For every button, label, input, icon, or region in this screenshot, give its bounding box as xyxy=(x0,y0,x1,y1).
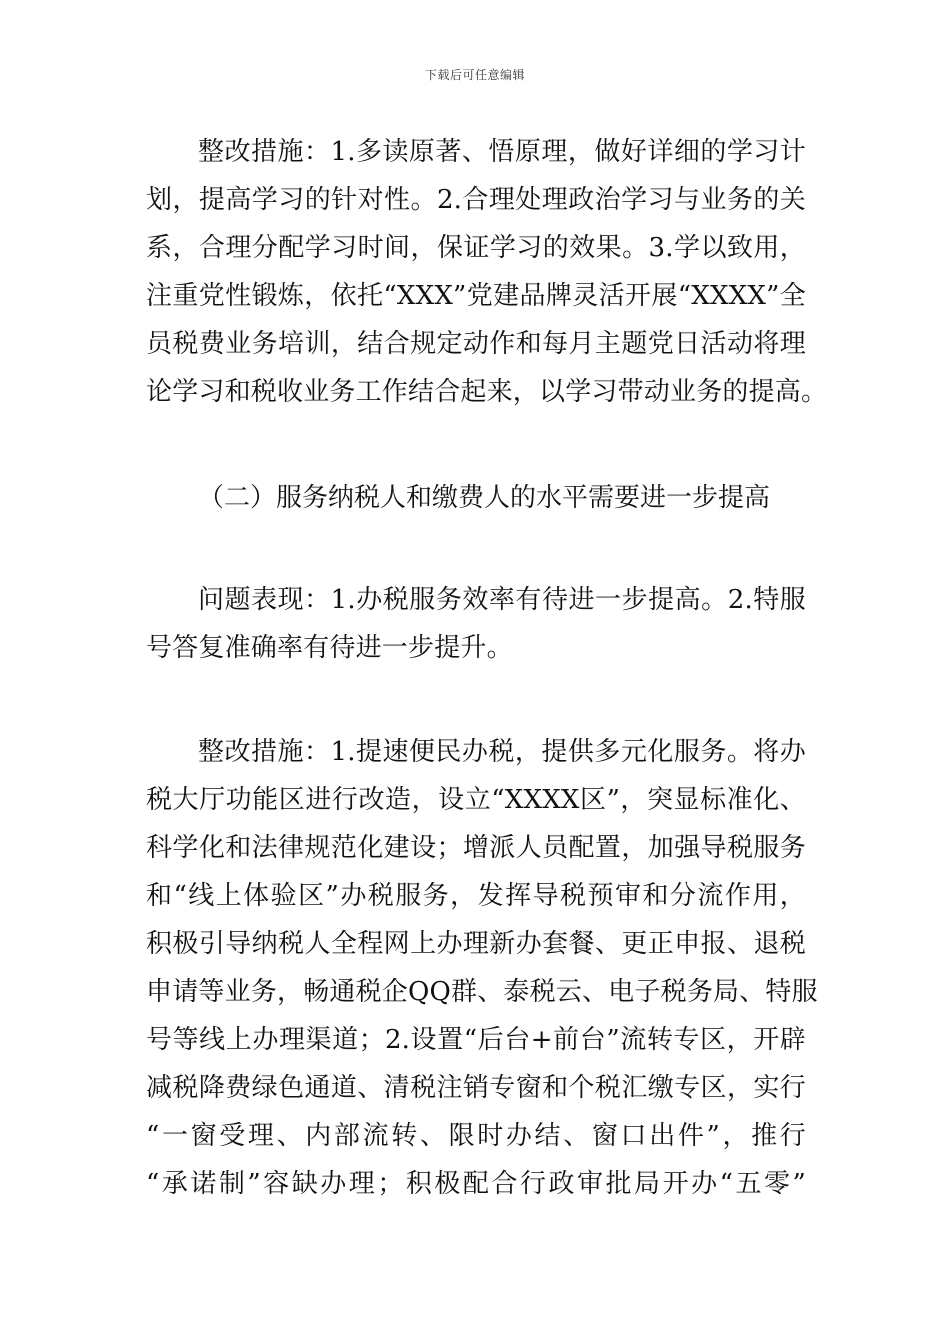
paragraph-1-line-6: 论学习和税收业务工作结合起来，以学习带动业务的提高。 xyxy=(146,377,828,407)
paragraph-3-line-6: 申请等业务，畅通税企QQ群、泰税云、电子税务局、特服 xyxy=(146,977,818,1007)
paragraph-1-line-4: 注重党性锻炼，依托“XXX”党建品牌灵活开展“XXXX”全 xyxy=(146,281,806,311)
paragraph-2-line-2: 号答复准确率有待进一步提升。 xyxy=(146,633,513,663)
paragraph-3-line-5: 积极引导纳税人全程网上办理新办套餐、更正申报、退税 xyxy=(146,929,806,959)
page-header: 下载后可任意编辑 xyxy=(424,68,525,82)
paragraph-3-line-4: 和“线上体验区”办税服务，发挥导税预审和分流作用， xyxy=(146,881,806,911)
paragraph-3-line-2: 税大厅功能区进行改造，设立“XXXX区”，突显标准化、 xyxy=(146,785,806,815)
paragraph-3-line-8: 减税降费绿色通道、清税注销专窗和个税汇缴专区，实行 xyxy=(146,1073,806,1103)
paragraph-3-line-10: “承诺制”容缺办理；积极配合行政审批局开办“五零” xyxy=(146,1169,806,1199)
paragraph-1-line-2: 划，提高学习的针对性。2.合理处理政治学习与业务的关 xyxy=(146,185,806,215)
paragraph-3-line-1: 整改措施：1.提速便民办税，提供多元化服务。将办 xyxy=(198,737,806,767)
paragraph-2-line-1: 问题表现：1.办税服务效率有待进一步提高。2.特服 xyxy=(198,585,806,615)
paragraph-1-line-1: 整改措施：1.多读原著、悟原理，做好详细的学习计 xyxy=(198,137,806,167)
section-heading: （二）服务纳税人和缴费人的水平需要进一步提高 xyxy=(198,483,771,513)
paragraph-3-line-9: “一窗受理、内部流转、限时办结、窗口出件”，推行 xyxy=(146,1121,806,1151)
paragraph-1-line-3: 系，合理分配学习时间，保证学习的效果。3.学以致用， xyxy=(146,233,806,263)
paragraph-3-line-3: 科学化和法律规范化建设；增派人员配置，加强导税服务 xyxy=(146,833,806,863)
paragraph-3-line-7: 号等线上办理渠道；2.设置“后台+前台”流转专区，开辟 xyxy=(146,1025,806,1055)
paragraph-1-line-5: 员税费业务培训，结合规定动作和每月主题党日活动将理 xyxy=(146,329,806,359)
